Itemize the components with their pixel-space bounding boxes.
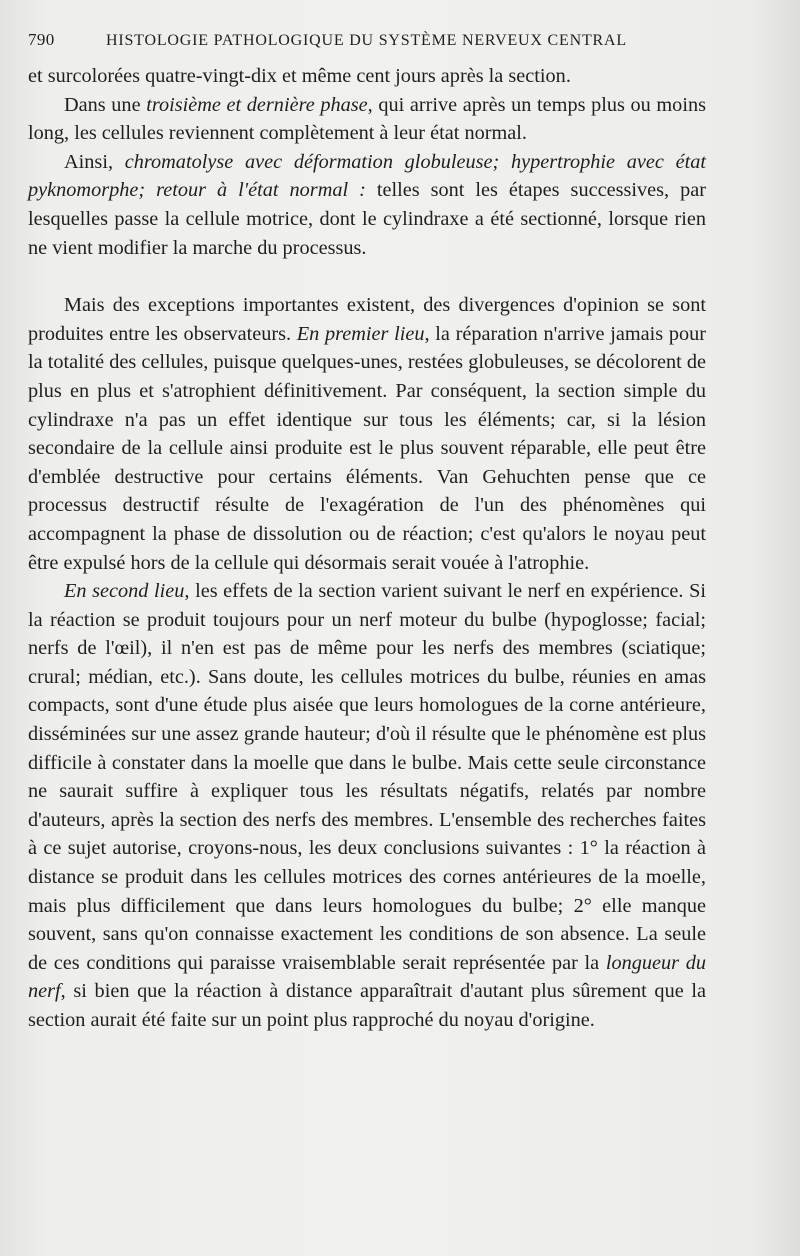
italic-run: En second lieu (64, 580, 185, 603)
text-run: telles sont les étapes successives, par lesquelles passe la cellule motrice, dont le cylindraxe a été sectionné, lorsque rien ne vient modifier la marche du processus. (28, 179, 706, 259)
page-number: 790 (28, 30, 55, 49)
italic-run: longueur du nerf (28, 951, 706, 1003)
paragraph (28, 291, 706, 577)
text-run: , la réparation n'arrive jamais pour la totalité des cellules, puisque quelques-unes, restées globuleuses, se décolorent de plus en plus et s'atrophient définitivement. Par conséquent, la section simple du cylindraxe n'a pas un effet identique sur tous les éléments; car, si la lésion secondaire de la cellule ainsi produite est le plus souvent réparable, elle peut être d'emblée destructive pour certains éléments. Van Gehuchten pense que ce processus destructif résulte de l'exagération de l'un des phénomènes qui accompagnent la phase de dissolution ou de réaction; c'est qu'alors le noyau peut être expulsé hors de la cellule qui désormais serait vouée à l'atrophie. (28, 322, 707, 574)
text-run: , qui arrive après un temps plus ou moins long, les cellules reviennent complètement à leur état normal. (28, 93, 706, 145)
italic-run: troisième et dernière phase (146, 93, 368, 116)
paragraph (28, 62, 706, 91)
italic-run: chromatolyse avec déformation globuleuse; hypertrophie avec état pyknomorphe; retour à l'état normal : (28, 150, 706, 202)
running-head (28, 30, 740, 50)
paragraph (28, 91, 706, 148)
text-run: Mais des exceptions importantes existent, des divergences d'opinion se sont produites entre les observateurs. (28, 294, 706, 345)
paragraph (28, 148, 706, 262)
italic-run: En premier lieu (296, 322, 425, 345)
text-run: Dans une (64, 93, 147, 116)
paragraph (28, 577, 706, 1035)
body-text (28, 62, 706, 1035)
text-run: Ainsi, (64, 150, 125, 173)
text-run: , si bien que la réaction à distance apparaîtrait d'autant plus sûrement que la section aurait été faite sur un point plus rapproché du noyau d'origine. (28, 980, 706, 1031)
text-run: , les effets de la section varient suivant le nerf en expérience. Si la réaction se produit toujours pour un nerf moteur du bulbe (hypoglosse; facial; nerfs de l'œil), il n'en est pas de même pour les nerfs des membres (sciatique; crural; médian, etc.). Sans doute, les cellules motrices du bulbe, réunies en amas compacts, sont d'une étude plus aisée que leurs homologues de la corne antérieure, disséminées sur une assez grande hauteur; d'où il résulte que le phénomène est plus difficile à constater dans la moelle que dans le bulbe. Mais cette seule circonstance ne saurait suffire à expliquer tous les résultats négatifs, relatés par nombre d'auteurs, après la section des nerfs des membres. L'ensemble des recherches faites à ce sujet autorise, croyons-nous, les deux conclusions suivantes : 1° la réaction à distance se produit dans les cellules motrices des cornes antérieures de la moelle, mais plus difficilement que dans leurs homologues du bulbe; 2° elle manque souvent, sans qu'on connaisse exactement les conditions de son absence. La seule de ces conditions qui paraisse vraisemblable serait représentée par la (28, 580, 706, 974)
running-title: HISTOLOGIE PATHOLOGIQUE DU SYSTÈME NERVEUX CENTRAL (106, 32, 627, 49)
text-run: et surcolorées quatre-vingt-dix et même cent jours après la section. (28, 65, 571, 87)
